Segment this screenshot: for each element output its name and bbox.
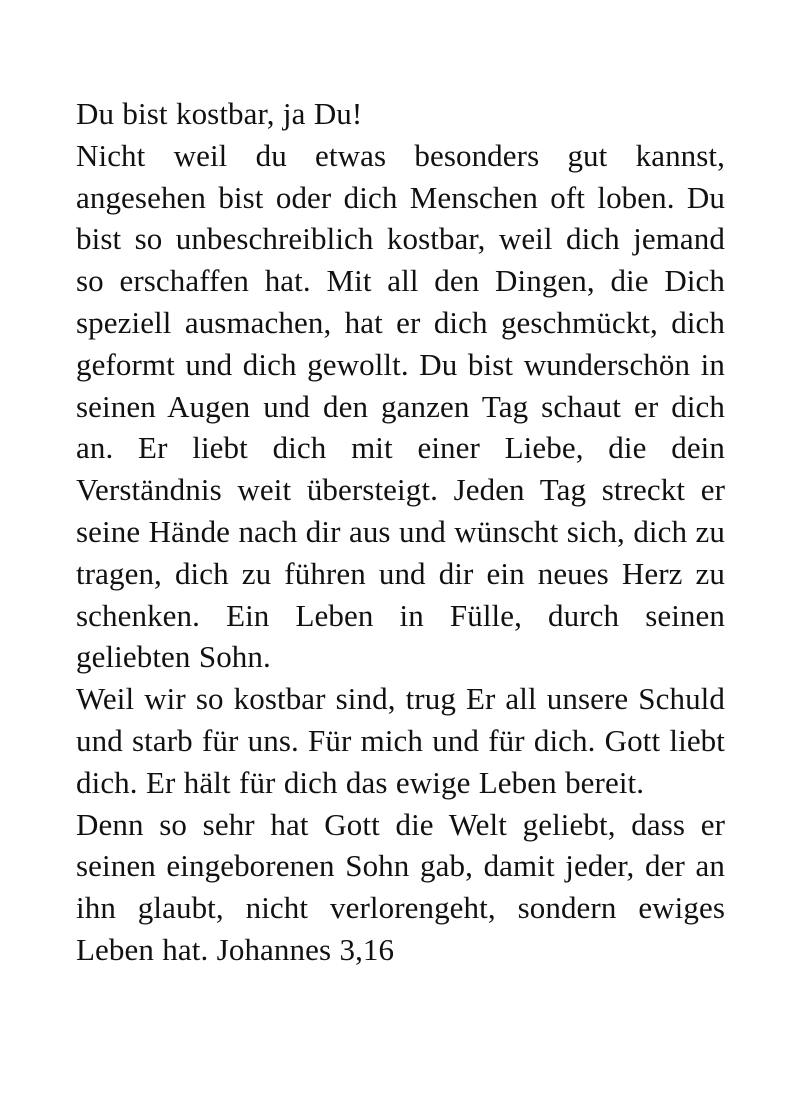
paragraph-1: Nicht weil du etwas besonders gut kannst, angesehen bist oder dich Menschen oft loben. Du bist so unbeschreiblich kostbar, weil dich jemand so erschaffen hat. Mit all den Dingen, die Dich speziell ausmachen, hat er dich geschmückt, dich geformt und dich gewollt. Du bist wunderschön in seinen Augen und den ganzen Tag schaut er dich an. Er liebt dich mit einer Liebe, die dein Verständnis weit übersteigt. Jeden Tag streckt er seine Hände nach dir aus und wünscht sich, dich zu tragen, dich zu führen und dir ein neues Herz zu schenken. Ein Leben in Fülle, durch seinen geliebten Sohn. bbox=[76, 137, 725, 675]
body-text bbox=[76, 93, 725, 971]
paragraph-2: Weil wir so kostbar sind, trug Er all unsere Schuld und starb für uns. Für mich und für dich. Gott liebt dich. Er hält für dich das ewige Leben bereit. bbox=[76, 681, 725, 800]
paragraph-3-bible-verse: Denn so sehr hat Gott die Welt geliebt, dass er seinen eingeborenen Sohn gab, damit jeder, der an ihn glaubt, nicht verlorengeht, sondern ewiges Leben hat. Johannes 3,16 bbox=[76, 806, 725, 967]
greeting-line: Du bist kostbar, ja Du! bbox=[76, 96, 363, 131]
